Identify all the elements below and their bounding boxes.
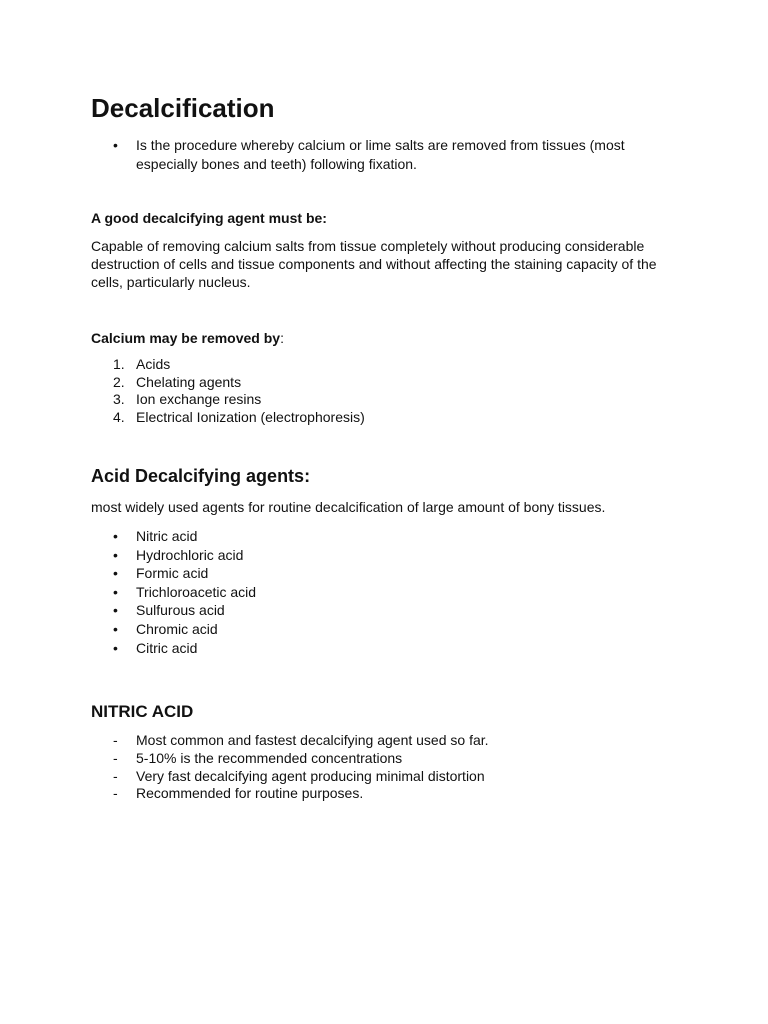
list-item-text: 5-10% is the recommended concentrations <box>136 749 403 766</box>
list-item-text: Most common and fastest decalcifying agent used so far. <box>136 732 489 748</box>
list-item <box>91 409 365 427</box>
bullet-icon: • <box>113 546 118 563</box>
bullet-icon: • <box>113 602 118 619</box>
list-item-text: Ion exchange resins <box>136 391 262 407</box>
list-item-text: Sulfurous acid <box>136 602 225 619</box>
acid-agents-heading: Acid Decalcifying agents: <box>91 466 311 486</box>
list-item-text: Citric acid <box>136 639 198 656</box>
list-item-text: Acids <box>136 356 171 372</box>
list-item <box>91 356 365 374</box>
removal-heading-colon: : <box>280 330 284 346</box>
list-item-text: Electrical Ionization (electrophoresis) <box>136 408 365 425</box>
good-agent-paragraph: Capable of removing calcium salts from tissue completely without producing considerable destruction of cells and tissue components and without affecting the staining capacity of the cells, particularly nucleus. <box>91 238 657 290</box>
list-item <box>91 527 256 546</box>
bullet-icon: • <box>113 565 118 582</box>
bullet-icon: • <box>113 639 118 656</box>
list-number: 3. <box>113 391 125 407</box>
list-item-text: Formic acid <box>136 565 209 582</box>
bullet-icon: • <box>113 620 118 637</box>
list-item <box>91 601 256 620</box>
list-item-text: Recommended for routine purposes. <box>136 785 364 802</box>
intro-bullet-list <box>91 136 636 173</box>
bullet-icon: • <box>113 528 118 544</box>
nitric-acid-heading: NITRIC ACID <box>91 702 194 721</box>
dash-icon: - <box>113 785 118 802</box>
bullet-icon: • <box>113 137 118 153</box>
list-item <box>91 732 489 750</box>
list-item <box>91 546 256 565</box>
list-item <box>91 391 365 409</box>
list-item <box>91 374 365 392</box>
list-item <box>91 583 256 602</box>
list-item <box>91 785 489 803</box>
good-agent-heading: A good decalcifying agent must be: <box>91 210 327 226</box>
page-title: Decalcification <box>91 93 275 123</box>
removal-heading <box>91 329 284 347</box>
list-number: 2. <box>113 373 125 390</box>
list-number: 4. <box>113 408 125 425</box>
acid-agents-list <box>91 527 256 657</box>
list-item <box>91 620 256 639</box>
acid-agents-paragraph: most widely used agents for routine decalcification of large amount of bony tissues. <box>91 499 606 515</box>
list-item-text: Hydrochloric acid <box>136 546 244 563</box>
list-item <box>91 750 489 768</box>
list-item-text: Nitric acid <box>136 528 198 544</box>
list-item-text: Is the procedure whereby calcium or lime salts are removed from tissues (most especially bones and teeth) following fixation. <box>136 137 625 172</box>
list-item <box>91 639 256 658</box>
removal-heading-text: Calcium may be removed by <box>91 330 281 346</box>
dash-icon: - <box>113 767 118 784</box>
list-item <box>91 136 636 173</box>
list-item-text: Chromic acid <box>136 620 218 637</box>
list-item-text: Very fast decalcifying agent producing minimal distortion <box>136 767 485 784</box>
dash-icon: - <box>113 732 118 748</box>
list-item-text: Chelating agents <box>136 373 242 390</box>
bullet-icon: • <box>113 583 118 600</box>
list-item <box>91 564 256 583</box>
removal-method-list <box>91 356 365 426</box>
list-number: 1. <box>113 356 125 372</box>
nitric-acid-list <box>91 732 489 803</box>
list-item <box>91 768 489 786</box>
list-item-text: Trichloroacetic acid <box>136 583 257 600</box>
dash-icon: - <box>113 749 118 766</box>
